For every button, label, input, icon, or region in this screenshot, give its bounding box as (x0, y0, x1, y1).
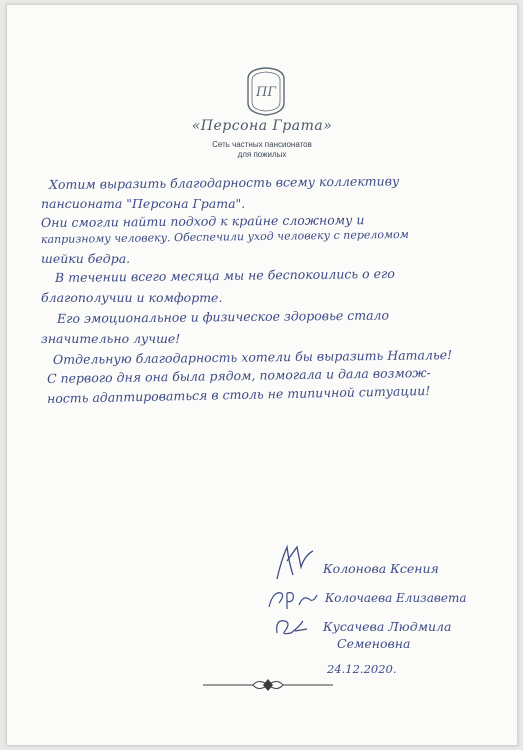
signature-scribble-2 (265, 585, 323, 615)
letter-line-3: Они смогли найти подход к крайне сложному и (40, 212, 365, 230)
letter-line-5: шейки бедра. (41, 251, 131, 266)
letter-line-11: С первого дня она была рядом, помогала и дала возмож- (46, 364, 431, 386)
signature-scribble-1 (269, 541, 319, 583)
letter-page (6, 4, 518, 746)
letter-line-2: пансионата "Персона Грата". (41, 196, 246, 211)
letter-date: 24.12.2020. (327, 662, 397, 676)
signature-name-4: Семеновна (337, 636, 411, 651)
letter-line-10: Отдельную благодарность хотели бы выразить Наталье! (52, 347, 453, 367)
signature-scribble-3 (271, 613, 311, 639)
brand-name: «Персона Грата» (191, 118, 333, 134)
tagline-line-1: Сеть частных пансионатов (212, 140, 312, 149)
tagline (7, 140, 517, 160)
letter-line-4: капризному человеку. Обеспечили уход человеку с переломом (40, 227, 409, 246)
signature-name-1: Колонова Ксения (323, 561, 439, 576)
signature-name-3: Кусачева Людмила (323, 619, 452, 634)
tagline-line-2: для пожилых (237, 150, 287, 159)
letter-line-6: В течении всего месяца мы не беспокоились о его (54, 265, 395, 285)
logo-monogram-text: ПГ (256, 85, 276, 100)
footer-ornament (203, 675, 333, 695)
letter-line-9: значительно лучше! (41, 331, 181, 346)
letter-line-7: благополучии и комфорте. (41, 290, 223, 305)
letter-line-1: Хотим выразить благодарность всему коллективу (48, 173, 400, 192)
monogram-logo (243, 65, 289, 117)
letter-line-12: ность адаптироваться в столь не типичной ситуации! (46, 382, 431, 406)
letter-line-8: Его эмоциональное и физическое здоровье стало (56, 307, 390, 326)
signature-name-2: Колочаева Елизавета (325, 591, 467, 605)
